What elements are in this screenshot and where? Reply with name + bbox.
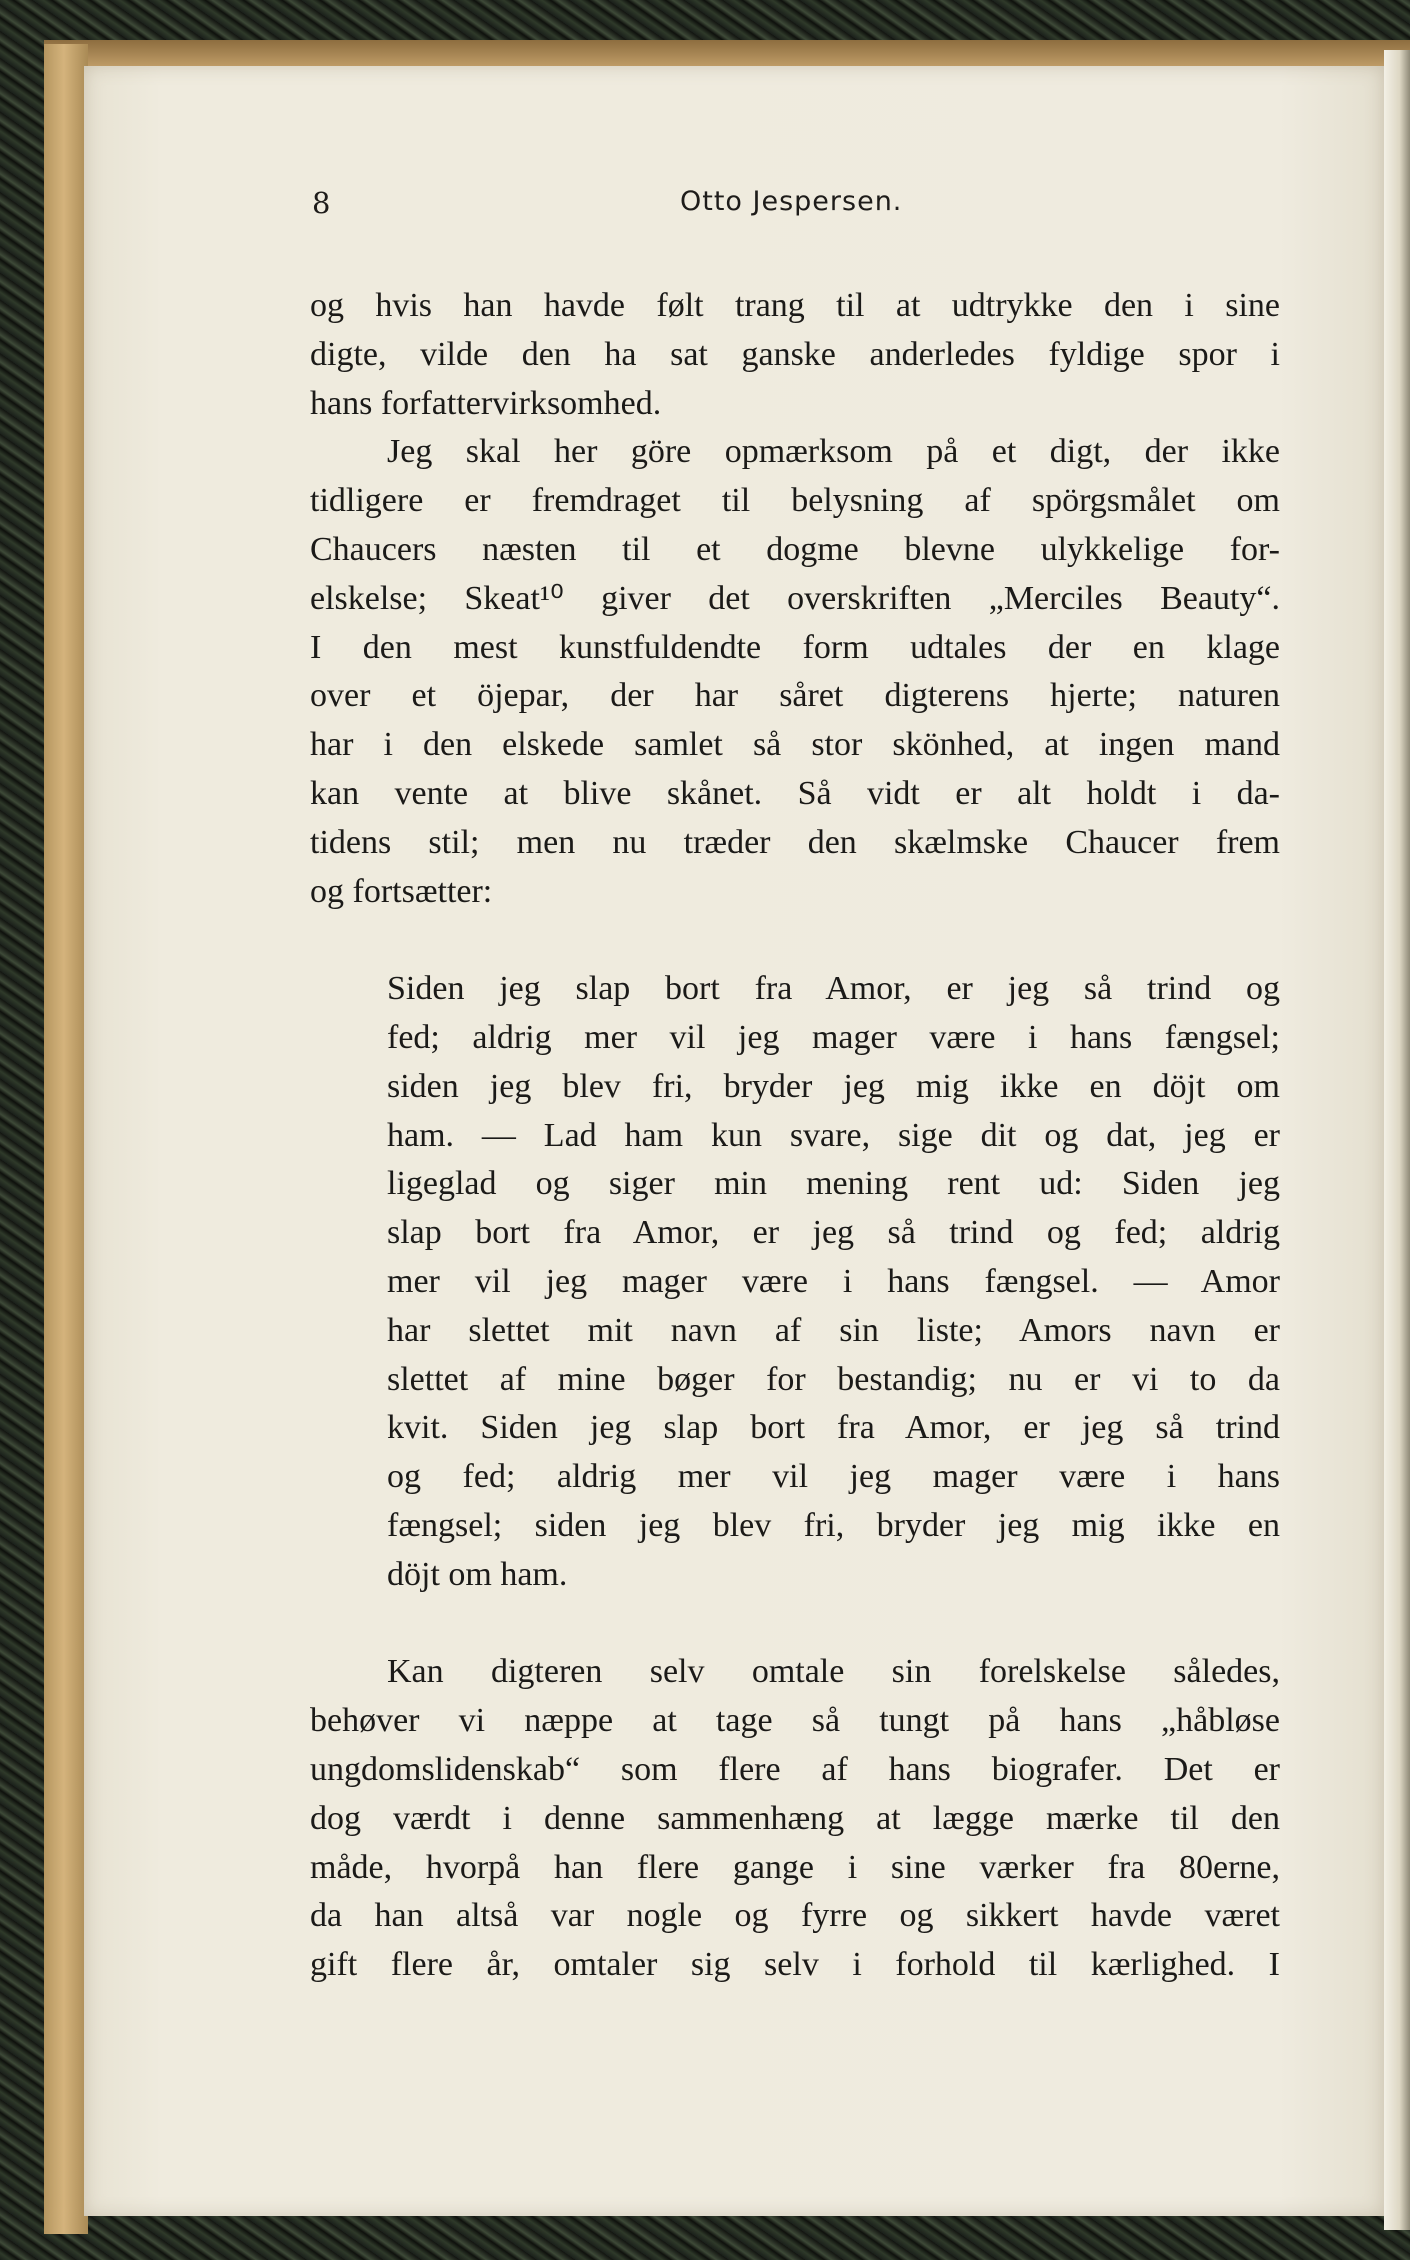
quote-line: og fed; aldrig mer vil jeg mager være i hans: [387, 1458, 1280, 1496]
text-line: kan vente at blive skånet. Så vidt er alt holdt i da-: [310, 774, 1280, 812]
text-line: behøver vi næppe at tage så tungt på hans „håbløse: [310, 1702, 1280, 1740]
running-head: [0, 186, 1410, 226]
text-line: og hvis han havde følt trang til at udtrykke den i sine: [310, 287, 1280, 324]
text-line: dog værdt i denne sammenhæng at lægge mærke til den: [310, 1799, 1280, 1837]
text-line: måde, hvorpå han flere gange i sine værker fra 80erne,: [310, 1848, 1280, 1886]
text-line: hans forfattervirksomhed.: [310, 384, 662, 422]
text-line: I den mest kunstfuldendte form udtales der en klage: [310, 628, 1280, 666]
quote-line: mer vil jeg mager være i hans fængsel. — Amor: [387, 1262, 1280, 1300]
text-line: tidens stil; men nu træder den skælmske Chaucer frem: [310, 823, 1280, 861]
spacer: [310, 916, 1280, 965]
quote-line: har slettet mit navn af sin liste; Amors navn er: [387, 1311, 1280, 1349]
quote-line: fængsel; siden jeg blev fri, bryder jeg mig ikke en: [387, 1506, 1280, 1544]
quote-line: siden jeg blev fri, bryder jeg mig ikke en döjt om: [387, 1067, 1280, 1105]
text-line: digte, vilde den ha sat ganske anderledes fyldige spor i: [310, 335, 1280, 373]
page-number: 8: [312, 186, 331, 220]
text-line: elskelse; Skeat¹⁰ giver det overskriften „Merciles Beauty“.: [310, 579, 1280, 617]
quote-line: döjt om ham.: [387, 1555, 568, 1593]
quote-line: slettet af mine bøger for bestandig; nu er vi to da: [387, 1360, 1280, 1398]
page-stack-edge: [1384, 50, 1410, 2230]
quote-line: fed; aldrig mer vil jeg mager være i hans fængsel;: [387, 1018, 1280, 1056]
quote-line: ligeglad og siger min mening rent ud: Siden jeg: [387, 1165, 1280, 1203]
body-text: [310, 282, 1280, 1990]
text-line: Kan digteren selv omtale sin forelskelse således,: [387, 1653, 1280, 1691]
quote-line: ham. — Lad ham kun svare, sige dit og dat, jeg er: [387, 1116, 1280, 1154]
text-line: og fortsætter:: [310, 872, 493, 910]
text-line: har i den elskede samlet så stor skönhed, at ingen mand: [310, 726, 1280, 764]
text-line: over et öjepar, der har såret digterens hjerte; naturen: [310, 677, 1280, 715]
quote-line: slap bort fra Amor, er jeg så trind og fed; aldrig: [387, 1214, 1280, 1252]
text-line: Jeg skal her göre opmærksom på et digt, der ikke: [387, 433, 1280, 471]
quote-line: kvit. Siden jeg slap bort fra Amor, er jeg så trind: [387, 1409, 1280, 1447]
text-line: tidligere er fremdraget til belysning af spörgsmålet om: [310, 482, 1280, 520]
text-line: gift flere år, omtaler sig selv i forhold til kærlighed. I: [310, 1946, 1280, 1984]
text-line: ungdomslidenskab“ som flere af hans biografer. Det er: [310, 1750, 1280, 1788]
text-line: da han altså var nogle og fyrre og sikkert havde været: [310, 1897, 1280, 1935]
text-line: Chaucers næsten til et dogme blevne ulykkelige for-: [310, 530, 1280, 568]
quote-line: Siden jeg slap bort fra Amor, er jeg så trind og: [387, 970, 1280, 1008]
running-title: Otto Jespersen.: [680, 186, 903, 217]
book-cover-board-left: [44, 44, 88, 2234]
spacer: [310, 1600, 1280, 1649]
block-quotation: [387, 965, 1280, 1599]
